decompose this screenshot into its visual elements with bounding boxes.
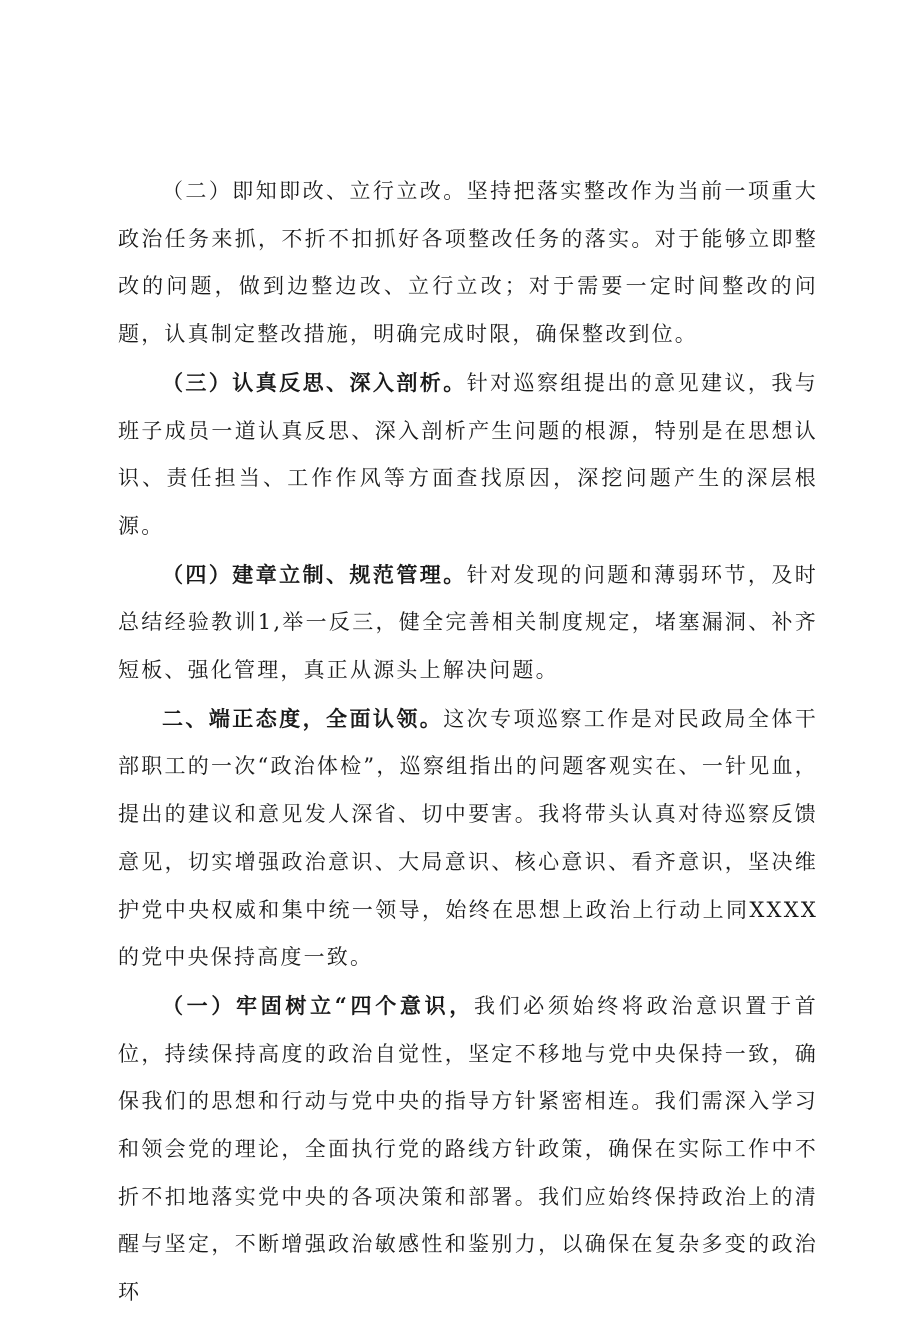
paragraph-heading: （三）认真反思、深入剖析。: [162, 369, 467, 395]
paragraph-build-rules: [118, 551, 818, 695]
paragraph-text: 我们必须始终将政治意识置于首位，持续保持高度的政治自觉性，坚定不移地与党中央保持一致，确保我们的思想和行动与党中央的指导方针紧密相连。我们需深入学习和领会党的理论，全面执行党的路线方针政策，确保在实际工作中不折不扣地落实党中央的各项决策和部署。我们应始终保持政治上的清醒与坚定，不断增强政治敏感性和鉴别力，以确保在复杂多变的政治环: [118, 993, 818, 1305]
section-heading: 二、端正态度，全面认领。: [162, 705, 444, 731]
paragraph-reflect-analyze: [118, 359, 818, 551]
section-attitude: [118, 695, 818, 982]
paragraph-text: 坚持把落实整改作为当前一项重大政治任务来抓，不折不扣抓好各项整改任务的落实。对于能够立即整改的问题，做到边整边改、立行立改；对于需要一定时间整改的问题，认真制定整改措施，明确完成时限，确保整改到位。: [118, 179, 818, 347]
paragraph-heading: （二）即知即改、立行立改。: [162, 179, 467, 203]
paragraph-text: 这次专项巡察工作是对民政局全体干部职工的一次“政治体检”，巡察组指出的问题客观实在、一针见血，提出的建议和意见发人深省、切中要害。我将带头认真对待巡察反馈意见，切实增强政治意识、大局意识、核心意识、看齐意识，坚决维护党中央权威和集中统一领导，始终在思想上政治上行动上同XXXX的党中央保持高度一致。: [118, 706, 818, 970]
paragraph-heading: （四）建章立制、规范管理。: [162, 561, 467, 587]
paragraph-heading: （一）牢固树立“四个意识，: [162, 992, 474, 1018]
paragraph-text: 针对发现的问题和薄弱环节，及时总结经验教训1,举一反三，健全完善相关制度规定，堵塞漏洞、补齐短板、强化管理，真正从源头上解决问题。: [118, 562, 818, 683]
paragraph-rectify-immediately: [118, 168, 818, 359]
paragraph-text: 针对巡察组提出的意见建议，我与班子成员一道认真反思、深入剖析产生问题的根源，特别是在思想认识、责任担当、工作作风等方面查找原因，深挖问题产生的深层根源。: [118, 370, 818, 538]
document-body: [118, 168, 818, 1317]
paragraph-four-consciousness: [118, 982, 818, 1317]
